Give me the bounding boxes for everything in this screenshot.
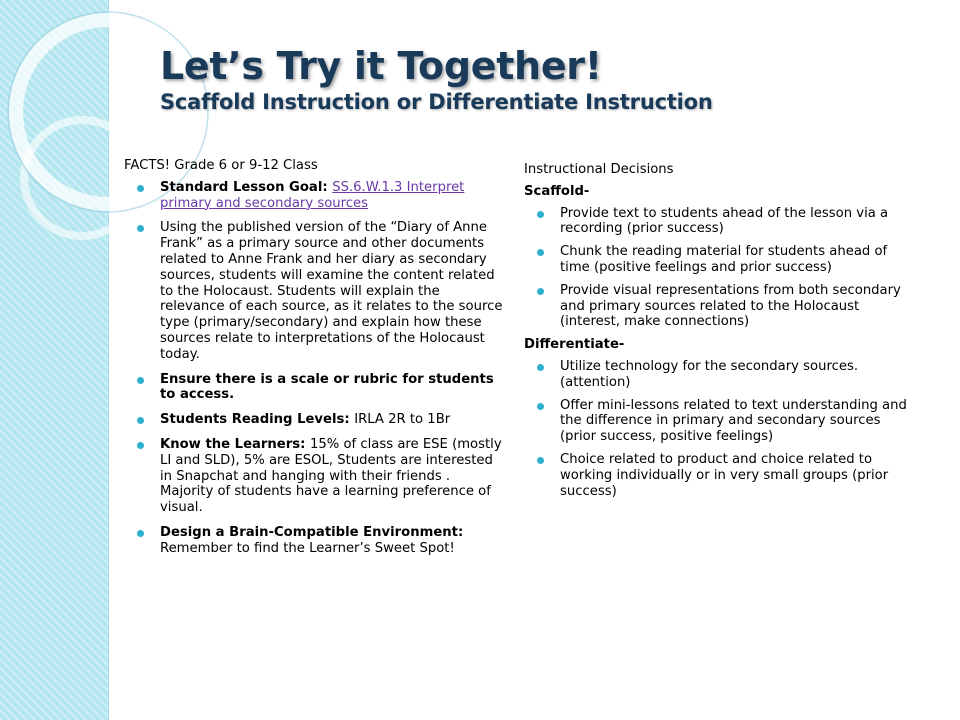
differentiate-list [524,359,920,499]
bullet-icon [537,364,544,371]
decisions-column [524,162,920,506]
scaffold-heading: Scaffold- [524,183,590,199]
standard-link[interactable]: SS.6.W.1.3 Interpret primary and secondary sources [160,179,465,211]
brain-label: Design a Brain-Compatible Environment: [160,524,464,540]
list-item-diary [124,220,506,362]
facts-column [124,158,506,566]
differentiate-item-text: Choice related to product and choice related to working individually or in very small groups (prior success) [560,451,889,499]
facts-heading: FACTS! Grade 6 or 9-12 Class [124,158,318,173]
list-item [524,398,920,445]
bullet-icon [137,377,144,384]
differentiate-heading: Differentiate- [524,337,625,353]
scaffold-list [524,206,920,331]
list-item-reading [124,412,506,428]
bullet-icon [537,288,544,295]
bullet-icon [137,417,144,424]
bullet-icon [137,530,144,537]
bullet-icon [137,442,144,449]
bullet-icon [537,403,544,410]
bullet-icon [537,457,544,464]
list-item-scale [124,372,506,404]
goal-label: Standard Lesson Goal: [160,179,333,195]
diary-text: Using the published version of the “Diary of Anne Frank” as a primary source and other documents related to Anne Frank and her diary as secondary sources, students will examine the content related to the Holocaust. Students will explain the relevance of each source, as it relates to the source type (primary/secondary) and explain how these sources relate to interpretations of the Holocaust today. [160,220,503,362]
reading-value: IRLA 2R to 1Br [354,412,451,428]
reading-label: Students Reading Levels: [160,412,355,428]
list-item [524,359,920,391]
list-item [524,452,920,499]
slide-title: Let’s Try it Together! [160,44,602,88]
facts-list [124,180,506,557]
list-item-brain [124,525,506,557]
bullet-icon [537,249,544,256]
scaffold-item-text: Chunk the reading material for students ahead of time (positive feelings and prior success) [560,244,888,275]
brain-value: Remember to find the Learner’s Sweet Spot! [160,540,455,556]
list-item-goal [124,180,506,212]
list-item [524,244,920,276]
title-block [160,44,713,114]
slide-subtitle: Scaffold Instruction or Differentiate Instruction [160,90,713,114]
scaffold-item-text: Provide text to students ahead of the lesson via a recording (prior success) [560,205,889,237]
list-item [524,283,920,330]
list-item [524,206,920,238]
decorative-sidebar [0,0,109,720]
scale-text: Ensure there is a scale or rubric for students to access. [160,371,494,403]
learners-value: 15% of class are ESE (mostly LI and SLD), 5% are ESOL, Students are interested in Snapchat and hanging with their friends . Majority of students have a learning preference of visual. [160,436,502,516]
list-item-learners [124,437,506,516]
bullet-icon [137,225,144,232]
differentiate-item-text: Offer mini-lessons related to text understanding and the difference in primary and secondary sources (prior success, positive feelings) [560,397,907,445]
learners-label: Know the Learners: [160,436,310,452]
scaffold-item-text: Provide visual representations from both secondary and primary sources related to the Holocaust (interest, make connections) [560,282,901,330]
bullet-icon [537,211,544,218]
decisions-heading: Instructional Decisions [524,162,674,177]
bullet-icon [137,185,144,192]
differentiate-item-text: Utilize technology for the secondary sources. (attention) [560,358,859,390]
